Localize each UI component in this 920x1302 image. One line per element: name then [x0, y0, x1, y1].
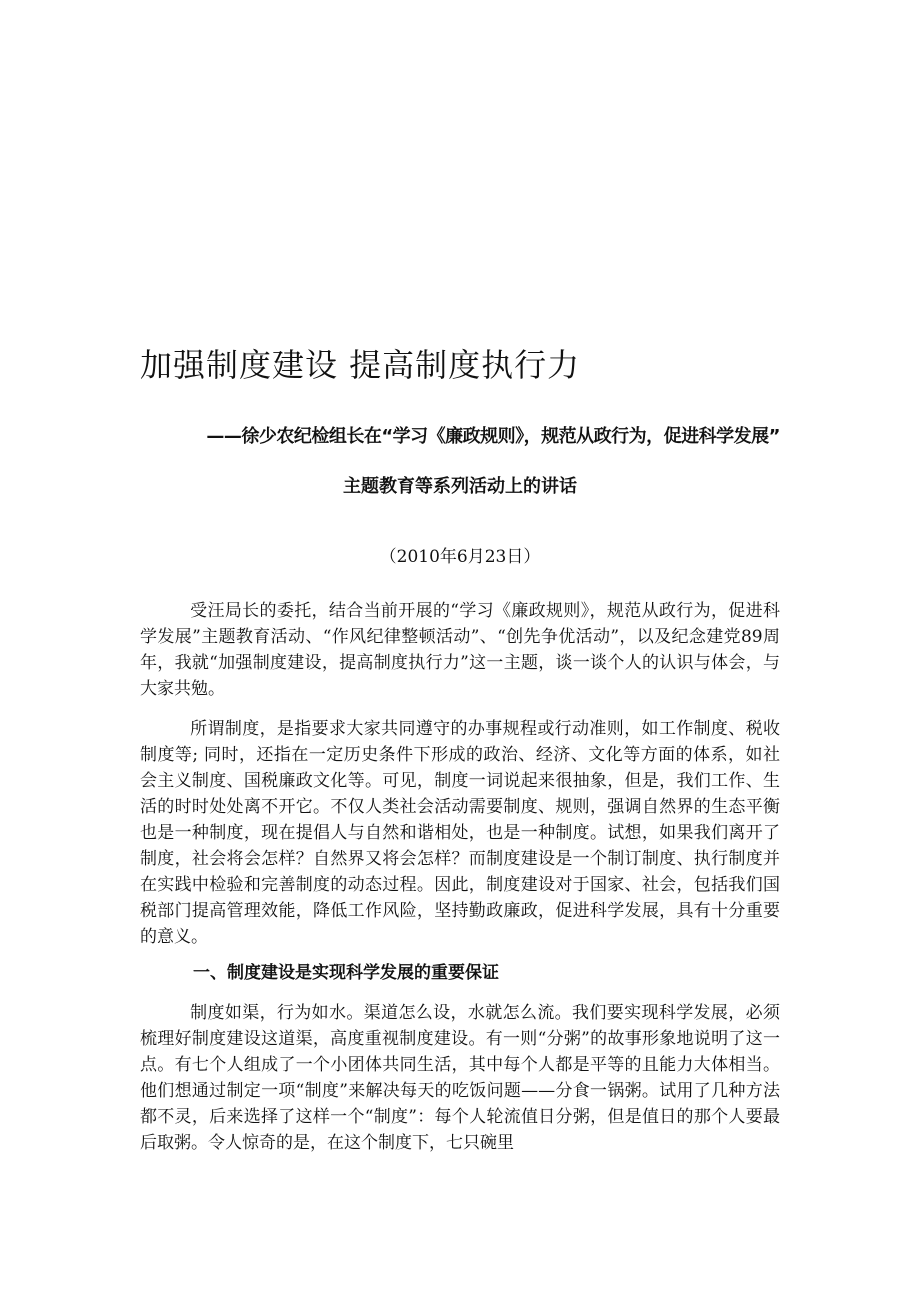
paragraph-porridge-story: 制度如渠，行为如水。渠道怎么设，水就怎么流。我们要实现科学发展，必须梳理好制度建设这道渠，高度重视制度建设。有一则“分粥”的故事形象地说明了这一点。有七个人组成了一个小团体共同生活，其中每个人都是平等的且能力大体相当。他们想通过制定一项“制度”来解决每天的吃饭问题——分食一锅粥。试用了几种方法都不灵，后来选择了这样一个“制度”：每个人轮流值日分粥，但是值日的那个人要最后取粥。令人惊奇的是，在这个制度下，七只碗里: [140, 1003, 780, 1153]
document-subtitle-line1: ——徐少农纪检组长在“学习《廉政规则》，规范从政行为，促进科学发展”: [206, 426, 780, 447]
speech-date: （2010年6月23日）: [379, 547, 541, 567]
section-heading-1: 一、制度建设是实现科学发展的重要保证: [193, 963, 499, 983]
paragraph-introduction: 受汪局长的委托，结合当前开展的“学习《廉政规则》，规范从政行为，促进科学发展”主题教育活动、“作风纪律整顿活动”、“创先争优活动”，以及纪念建党89周年，我就“加强制度建设，提高制度执行力”这一主题，谈一谈个人的认识与体会，与大家共勉。: [140, 601, 780, 699]
document-title: 加强制度建设 提高制度执行力: [140, 346, 581, 384]
paragraph-definition: 所谓制度，是指要求大家共同遵守的办事规程或行动准则，如工作制度、税收制度等; 同时，还指在一定历史条件下形成的政治、经济、文化等方面的体系，如社会主义制度、国税廉政文化等。可见，制度一词说起来很抽象，但是，我们工作、生活的时时处处离不开它。不仅人类社会活动需要制度、规则，强调自然界的生态平衡也是一种制度，现在提倡人与自然和谐相处，也是一种制度。试想，如果我们离开了制度，社会将会怎样？自然界又将会怎样？而制度建设是一个制订制度、执行制度并在实践中检验和完善制度的动态过程。因此，制度建设对于国家、社会，包括我们国税部门提高管理效能，降低工作风险，坚持勤政廉政，促进科学发展，具有十分重要的意义。: [140, 719, 780, 947]
document-subtitle-line2: 主题教育等系列活动上的讲话: [343, 476, 577, 497]
